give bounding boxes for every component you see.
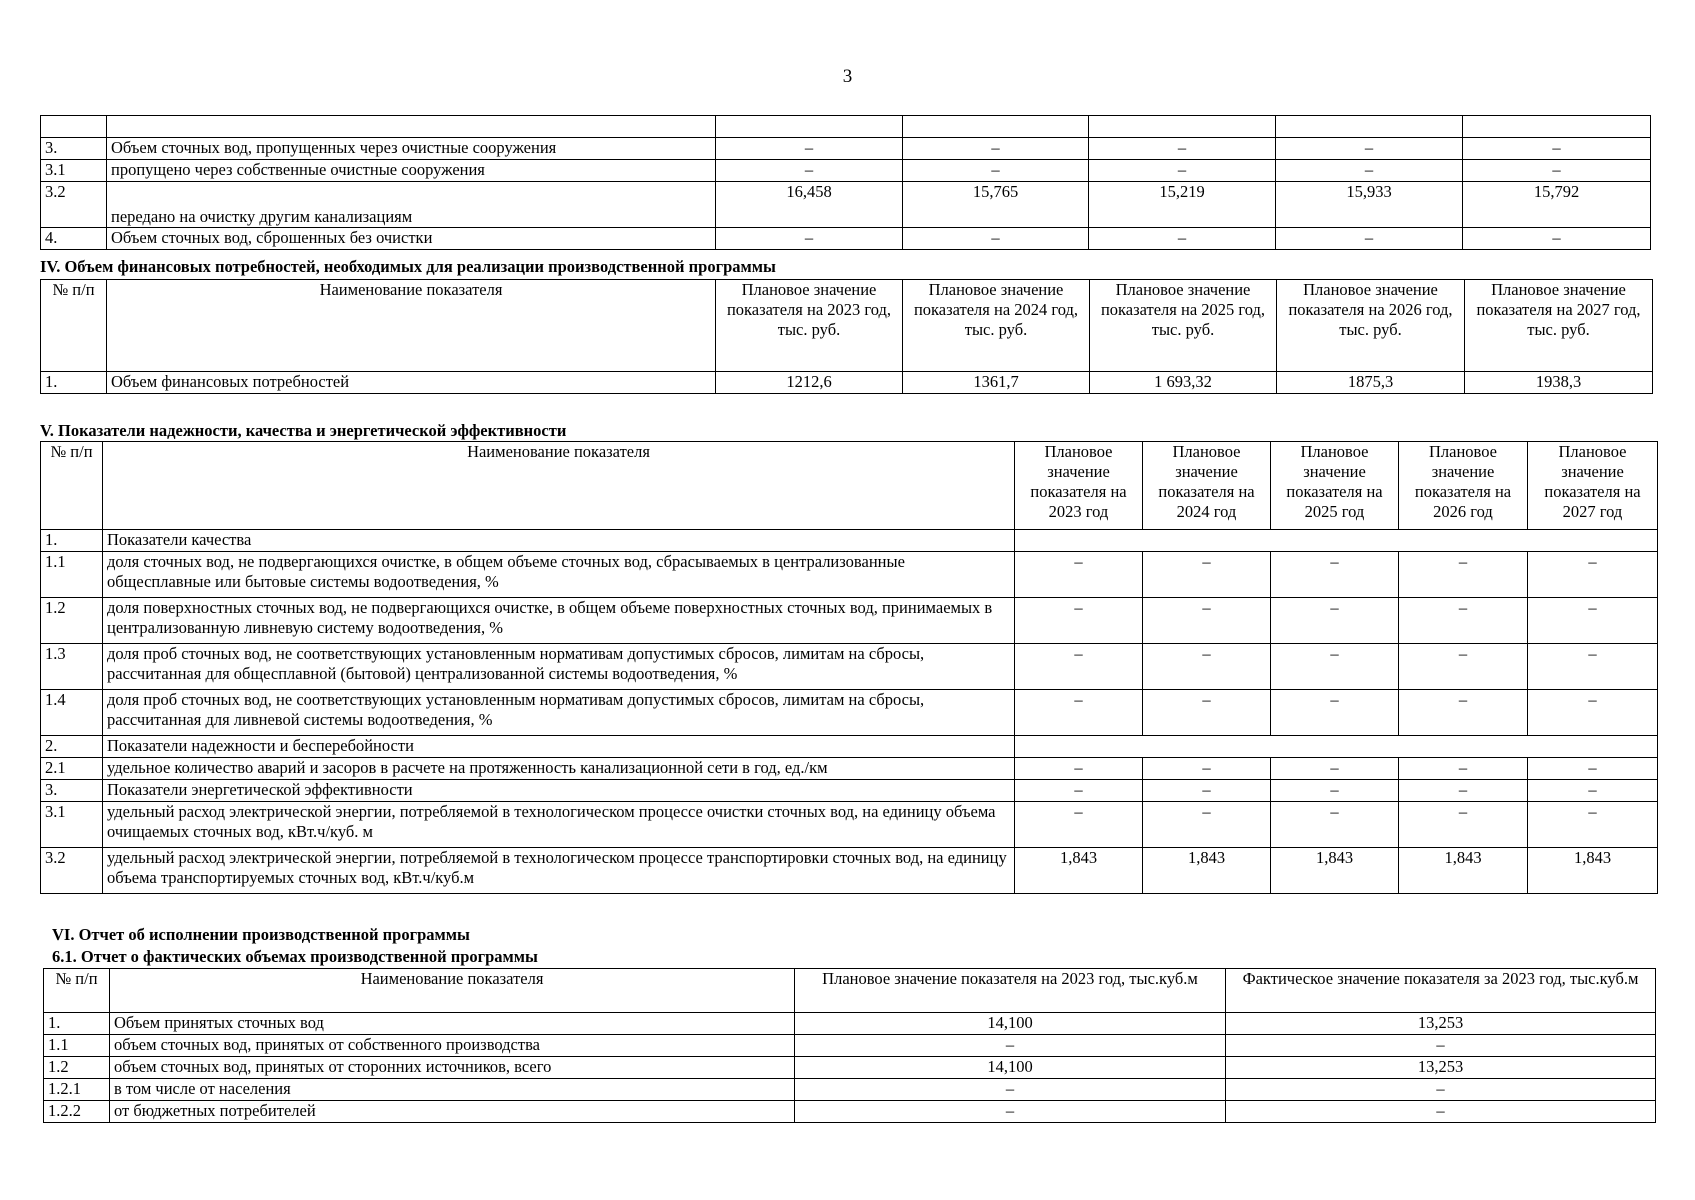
row-number: 3.1 (41, 160, 107, 182)
indicator-name: Объем сточных вод, сброшенных без очистки (107, 228, 716, 250)
value-cell: – (1463, 138, 1651, 160)
value-cell: – (1143, 780, 1271, 802)
indicator-name: удельный расход электрической энергии, потребляемой в технологическом процессе очистки сточных вод, на единицу объема очищаемых сточных вод, кВт.ч/куб. м (103, 802, 1015, 848)
value-cell: – (1015, 802, 1143, 848)
value-cell: – (1276, 138, 1463, 160)
value-cell: 1,843 (1271, 848, 1399, 894)
indicator-name: Показатели энергетической эффективности (103, 780, 1015, 802)
indicator-name: Объем принятых сточных вод (110, 1013, 795, 1035)
row-number: 2.1 (41, 758, 103, 780)
column-header-plan: Плановое значение показателя на 2023 год, тыс.куб.м (795, 969, 1226, 1013)
value-cell: – (1015, 780, 1143, 802)
value-cell: – (1399, 690, 1528, 736)
value-cell: 15,765 (903, 182, 1089, 228)
value-cell: – (1528, 552, 1658, 598)
section6-subtitle: 6.1. Отчет о фактических объемах производственной программы (52, 947, 538, 966)
group-name: Показатели качества (103, 530, 1015, 552)
table-row (41, 598, 1658, 644)
fact-value: – (1226, 1079, 1656, 1101)
table-row (44, 1035, 1656, 1057)
row-number: 1.2 (41, 598, 103, 644)
indicator-name: доля проб сточных вод, не соответствующих установленным нормативам допустимых сбросов, лимитам на сбросы, рассчитанная для ливневой системы водоотведения, % (103, 690, 1015, 736)
plan-value: – (795, 1079, 1226, 1101)
volume-table (40, 115, 1651, 250)
plan-value: – (795, 1035, 1226, 1057)
value-cell: 1 693,32 (1090, 372, 1277, 394)
value-cell: – (1143, 598, 1271, 644)
value-cell: – (1271, 780, 1399, 802)
value-cell: – (1271, 758, 1399, 780)
column-header-number: № п/п (44, 969, 110, 1013)
column-header-2025: Плановое значение показателя на 2025 год (1271, 442, 1399, 530)
value-cell: 1361,7 (903, 372, 1090, 394)
reliability-quality-table (40, 441, 1658, 894)
value-cell: – (1089, 228, 1276, 250)
indicator-name: удельное количество аварий и засоров в расчете на протяженность канализационной сети в год, ед./км (103, 758, 1015, 780)
table-row (41, 690, 1658, 736)
table-row (41, 644, 1658, 690)
value-cell: – (903, 160, 1089, 182)
value-cell: – (1271, 802, 1399, 848)
value-cell: – (716, 160, 903, 182)
table-row (44, 1079, 1656, 1101)
value-cell: – (1528, 802, 1658, 848)
value-cell: – (1528, 644, 1658, 690)
column-header-2027: Плановое значение показателя на 2027 год, тыс. руб. (1465, 280, 1653, 372)
page-number: 3 (842, 66, 853, 87)
row-number: 1.1 (44, 1035, 110, 1057)
section5-title: V. Показатели надежности, качества и энергетической эффективности (40, 421, 567, 440)
table-row (41, 228, 1651, 250)
value-cell: – (1271, 644, 1399, 690)
value-cell: – (903, 228, 1089, 250)
value-cell: – (1015, 552, 1143, 598)
table-row (44, 1101, 1656, 1123)
indicator-name: доля сточных вод, не подвергающихся очистке, в общем объеме сточных вод, сбрасываемых в централизованные общесплавные или бытовые системы водоотведения, % (103, 552, 1015, 598)
value-cell: – (1399, 758, 1528, 780)
value-cell: 1,843 (1015, 848, 1143, 894)
table-row (41, 552, 1658, 598)
indicator-name: от бюджетных потребителей (110, 1101, 795, 1123)
fact-value: – (1226, 1035, 1656, 1057)
value-cell: – (1143, 644, 1271, 690)
row-number: 3.1 (41, 802, 103, 848)
row-number: 1.2.1 (44, 1079, 110, 1101)
indicator-name: Объем сточных вод, пропущенных через очистные сооружения (107, 138, 716, 160)
table-row (41, 758, 1658, 780)
value-cell: – (903, 138, 1089, 160)
value-cell: – (1528, 690, 1658, 736)
value-cell: – (1015, 644, 1143, 690)
row-number: 3.2 (41, 848, 103, 894)
table-row (41, 802, 1658, 848)
value-cell: – (1399, 598, 1528, 644)
table-row (41, 372, 1653, 394)
value-cell: – (1276, 228, 1463, 250)
value-cell: 15,219 (1089, 182, 1276, 228)
value-cell: – (1271, 598, 1399, 644)
empty-cell (1015, 530, 1658, 552)
row-number: 1.4 (41, 690, 103, 736)
value-cell: – (1143, 690, 1271, 736)
value-cell: – (1528, 780, 1658, 802)
indicator-name: пропущено через собственные очистные сооружения (107, 160, 716, 182)
value-cell: – (1143, 802, 1271, 848)
column-header-2023: Плановое значение показателя на 2023 год (1015, 442, 1143, 530)
row-number: 1.3 (41, 644, 103, 690)
section4-title: IV. Объем финансовых потребностей, необходимых для реализации производственной программы (40, 257, 776, 276)
value-cell: 1212,6 (716, 372, 903, 394)
table-row (41, 780, 1658, 802)
section6-title: VI. Отчет об исполнении производственной программы (52, 925, 470, 944)
value-cell: 1938,3 (1465, 372, 1653, 394)
production-report-table (43, 968, 1656, 1123)
column-header-2027: Плановое значение показателя на 2027 год (1528, 442, 1658, 530)
value-cell: – (1463, 228, 1651, 250)
value-cell: – (1463, 160, 1651, 182)
row-number: 3. (41, 138, 107, 160)
column-header-name: Наименование показателя (103, 442, 1015, 530)
table-row (41, 116, 1651, 138)
row-number: 1.1 (41, 552, 103, 598)
indicator-name: передано на очистку другим канализациям (107, 182, 716, 228)
value-cell: – (1271, 690, 1399, 736)
table-header-row (41, 280, 1653, 372)
value-cell: – (1015, 758, 1143, 780)
column-header-2025: Плановое значение показателя на 2025 год, тыс. руб. (1090, 280, 1277, 372)
table-row-group (41, 736, 1658, 758)
value-cell: – (1399, 552, 1528, 598)
indicator-name: объем сточных вод, принятых от собственного производства (110, 1035, 795, 1057)
row-number: 2. (41, 736, 103, 758)
column-header-name: Наименование показателя (107, 280, 716, 372)
row-number: 1. (41, 530, 103, 552)
value-cell: – (1143, 758, 1271, 780)
row-number: 4. (41, 228, 107, 250)
value-cell: 15,933 (1276, 182, 1463, 228)
table-header-row (41, 442, 1658, 530)
financial-needs-table (40, 279, 1653, 394)
indicator-name: объем сточных вод, принятых от сторонних источников, всего (110, 1057, 795, 1079)
value-cell: 1875,3 (1277, 372, 1465, 394)
group-name: Показатели надежности и бесперебойности (103, 736, 1015, 758)
column-header-number: № п/п (41, 280, 107, 372)
row-number: 1.2.2 (44, 1101, 110, 1123)
table-row-group (41, 530, 1658, 552)
column-header-2023: Плановое значение показателя на 2023 год, тыс. руб. (716, 280, 903, 372)
fact-value: 13,253 (1226, 1013, 1656, 1035)
row-number: 3. (41, 780, 103, 802)
indicator-name: удельный расход электрической энергии, потребляемой в технологическом процессе транспортировки сточных вод, на единицу объема транспортируемых сточных вод, кВт.ч/куб.м (103, 848, 1015, 894)
column-header-2026: Плановое значение показателя на 2026 год, тыс. руб. (1277, 280, 1465, 372)
indicator-name: в том числе от населения (110, 1079, 795, 1101)
value-cell: – (1271, 552, 1399, 598)
table-row (41, 160, 1651, 182)
value-cell: 16,458 (716, 182, 903, 228)
table-row (41, 182, 1651, 228)
column-header-2026: Плановое значение показателя на 2026 год (1399, 442, 1528, 530)
value-cell: – (1015, 690, 1143, 736)
value-cell: – (1399, 780, 1528, 802)
value-cell: 1,843 (1399, 848, 1528, 894)
column-header-number: № п/п (41, 442, 103, 530)
plan-value: – (795, 1101, 1226, 1123)
value-cell: 15,792 (1463, 182, 1651, 228)
value-cell: – (1143, 552, 1271, 598)
value-cell: – (1399, 644, 1528, 690)
column-header-fact: Фактическое значение показателя за 2023 год, тыс.куб.м (1226, 969, 1656, 1013)
column-header-2024: Плановое значение показателя на 2024 год, тыс. руб. (903, 280, 1090, 372)
value-cell: – (1015, 598, 1143, 644)
value-cell: – (1528, 598, 1658, 644)
value-cell: – (1089, 138, 1276, 160)
table-row (44, 1013, 1656, 1035)
value-cell: 1,843 (1528, 848, 1658, 894)
indicator-name: доля поверхностных сточных вод, не подвергающихся очистке, в общем объеме поверхностных сточных вод, принимаемых в централизованную ливневую систему водоотведения, % (103, 598, 1015, 644)
fact-value: 13,253 (1226, 1057, 1656, 1079)
value-cell: – (1528, 758, 1658, 780)
value-cell: – (1089, 160, 1276, 182)
value-cell: 1,843 (1143, 848, 1271, 894)
plan-value: 14,100 (795, 1013, 1226, 1035)
plan-value: 14,100 (795, 1057, 1226, 1079)
column-header-name: Наименование показателя (110, 969, 795, 1013)
row-number: 1.2 (44, 1057, 110, 1079)
table-row (44, 1057, 1656, 1079)
fact-value: – (1226, 1101, 1656, 1123)
row-number: 3.2 (41, 182, 107, 228)
value-cell: – (1276, 160, 1463, 182)
table-header-row (44, 969, 1656, 1013)
value-cell: – (1399, 802, 1528, 848)
column-header-2024: Плановое значение показателя на 2024 год (1143, 442, 1271, 530)
empty-cell (1015, 736, 1658, 758)
value-cell: – (716, 228, 903, 250)
indicator-name: Объем финансовых потребностей (107, 372, 716, 394)
row-number: 1. (44, 1013, 110, 1035)
table-row (41, 138, 1651, 160)
value-cell: – (716, 138, 903, 160)
row-number: 1. (41, 372, 107, 394)
table-row (41, 848, 1658, 894)
indicator-name: доля проб сточных вод, не соответствующих установленным нормативам допустимых сбросов, лимитам на сбросы, рассчитанная для общесплавной (бытовой) централизованной системы водоотведения, % (103, 644, 1015, 690)
